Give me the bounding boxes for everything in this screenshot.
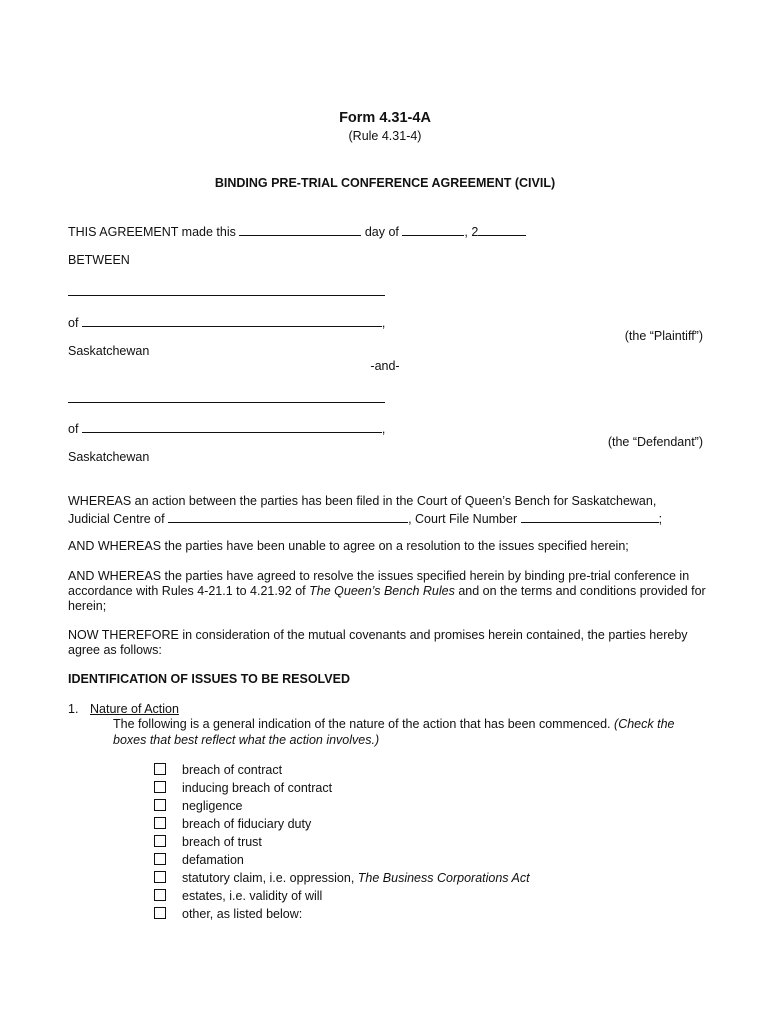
checklist-item — [154, 835, 262, 851]
checklist-item — [154, 799, 242, 815]
checkbox[interactable] — [154, 889, 166, 901]
year-field[interactable] — [478, 223, 526, 236]
item-title: Nature of Action — [90, 702, 179, 716]
queens-bench-rules-italic: The Queen’s Bench Rules — [309, 584, 455, 598]
rule-reference: (Rule 4.31-4) — [348, 129, 422, 143]
whereas-3-end: and on the terms and conditions provided for herein; — [68, 584, 706, 613]
plaintiff-address-line — [68, 314, 385, 331]
of-label: of — [68, 422, 79, 436]
judicial-centre-label: Judicial Centre of — [68, 512, 165, 526]
checkbox[interactable] — [154, 871, 166, 883]
plaintiff-name-field[interactable] — [68, 295, 385, 296]
whereas-2: AND WHEREAS the parties have been unable to agree on a resolution to the issues specified herein; — [68, 539, 629, 553]
plaintiff-province: Saskatchewan — [68, 344, 150, 358]
checkbox[interactable] — [154, 817, 166, 829]
and-separator: -and- — [370, 359, 400, 373]
checklist-item — [154, 889, 322, 905]
item-number: 1. — [68, 702, 79, 716]
semicolon-text: ; — [658, 512, 663, 526]
section-heading: IDENTIFICATION OF ISSUES TO BE RESOLVED — [68, 672, 350, 686]
court-file-number-field[interactable] — [521, 510, 659, 523]
checklist-label: breach of trust — [182, 835, 262, 849]
checklist-label: inducing breach of contract — [182, 781, 333, 795]
item-intro-line-1 — [113, 717, 674, 732]
checklist-italic: The Business Corporations Act — [357, 871, 530, 885]
item-intro-text: The following is a general indication of the nature of the action that has been commenced. — [113, 717, 611, 731]
comma-year-text: , 2 — [464, 225, 479, 239]
checklist-label: estates, i.e. validity of will — [182, 889, 323, 903]
checkbox[interactable] — [154, 835, 166, 847]
whereas-1-line-1: WHEREAS an action between the parties has been filed in the Court of Queen’s Bench for Saskatchewan, — [68, 494, 657, 508]
item-intro-italic: (Check the — [614, 717, 675, 731]
defendant-address-field[interactable] — [82, 420, 382, 433]
comma-text: , — [381, 316, 386, 330]
checklist-item — [154, 853, 244, 869]
of-label: of — [68, 316, 79, 330]
whereas-3-text: AND WHEREAS the parties have agreed to resolve the issues specified herein by binding pre-trial conference in accordance with Rules 4-21.1 to 4.21.92 of — [68, 569, 690, 598]
checklist-item — [154, 871, 530, 887]
defendant-province: Saskatchewan — [68, 450, 150, 464]
defendant-address-line — [68, 420, 385, 437]
checkbox[interactable] — [154, 763, 166, 775]
checkbox[interactable] — [154, 853, 166, 865]
plaintiff-address-field[interactable] — [82, 314, 382, 327]
checklist-label: breach of contract — [182, 763, 283, 777]
checklist-item — [154, 907, 302, 923]
court-file-label: , Court File Number — [408, 512, 518, 526]
between-label: BETWEEN — [68, 253, 130, 267]
day-field[interactable] — [239, 223, 361, 236]
now-therefore: NOW THEREFORE in consideration of the mutual covenants and promises herein contained, the parties hereby agree as follows: — [68, 628, 688, 657]
judicial-centre-field[interactable] — [168, 510, 408, 523]
checklist-item — [154, 763, 282, 779]
whereas-1-line-2 — [68, 510, 662, 527]
defendant-name-field[interactable] — [68, 402, 385, 403]
checklist-label: statutory claim, i.e. oppression, — [182, 871, 355, 885]
made-this-text: THIS AGREEMENT made this — [68, 225, 236, 239]
checklist-item — [154, 817, 311, 833]
item-intro-line-2 — [113, 733, 379, 748]
checklist-label: negligence — [182, 799, 243, 813]
checklist-label: breach of fiduciary duty — [182, 817, 312, 831]
whereas-3 — [68, 569, 708, 614]
form-title: Form 4.31-4A — [339, 110, 431, 126]
agreement-date-line — [68, 223, 526, 240]
checkbox[interactable] — [154, 781, 166, 793]
comma-text: , — [381, 422, 386, 436]
document-title: BINDING PRE-TRIAL CONFERENCE AGREEMENT (CIVIL) — [214, 176, 556, 190]
checklist-label: other, as listed below: — [182, 907, 303, 921]
item-intro-italic-2: boxes that best reflect what the action involves.) — [113, 733, 380, 747]
month-field[interactable] — [402, 223, 464, 236]
defendant-label: (the “Defendant”) — [607, 435, 703, 449]
plaintiff-label: (the “Plaintiff”) — [624, 329, 703, 343]
checkbox[interactable] — [154, 799, 166, 811]
checklist-label: defamation — [182, 853, 244, 867]
checkbox[interactable] — [154, 907, 166, 919]
checklist-item — [154, 781, 332, 797]
day-of-text: day of — [364, 225, 399, 239]
